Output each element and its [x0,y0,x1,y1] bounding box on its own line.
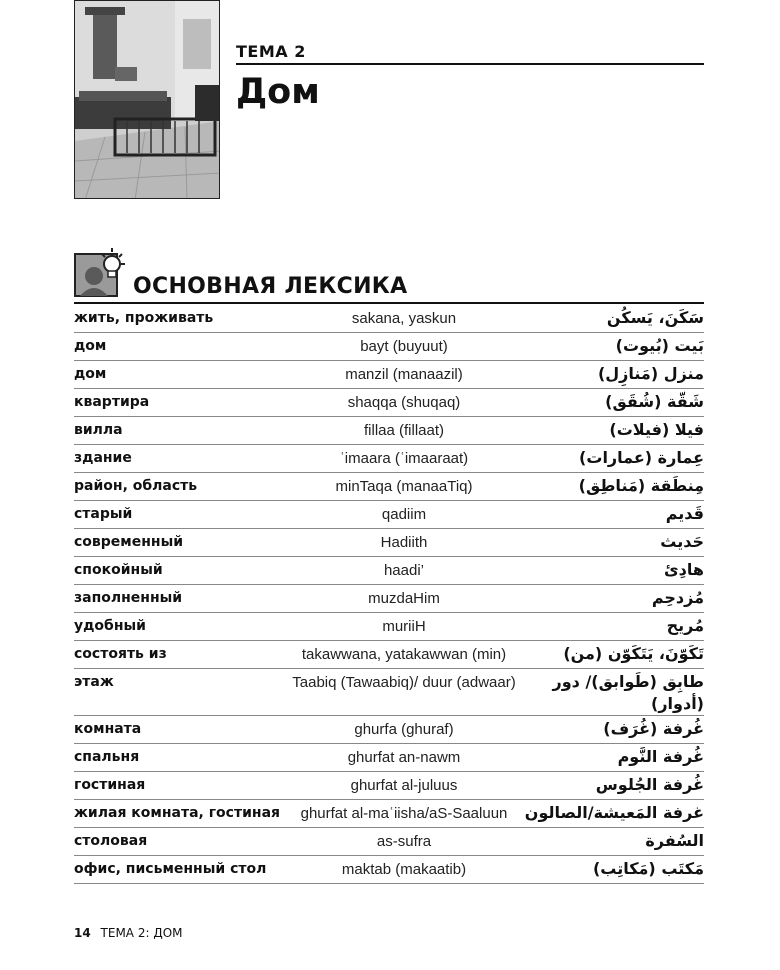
vocab-row [74,361,704,389]
arabic-term: حَديث [660,532,704,551]
transliteration: haadi’ [383,562,425,579]
russian-term: заполненный [74,590,183,606]
transliteration: as-sufra [376,833,432,850]
vocab-row [74,585,704,613]
vocab-row [74,716,704,744]
vocab-row [74,828,704,856]
arabic-term: عِمارة (عمارات) [579,448,704,467]
arabic-term: مَكتَب (مَكاتِب) [592,859,704,878]
transliteration: shaqqa (shuqaq) [347,394,461,411]
russian-term: офис, письменный стол [74,861,267,877]
arabic-term: فيلا (فيلات) [609,420,704,439]
russian-term: этаж [74,674,114,690]
vocabulary-table [74,305,704,884]
transliteration: takawwana, yatakawwan (min) [301,646,507,663]
page-footer [74,926,183,940]
vocab-row [74,641,704,669]
transliteration: ghurfat al-maʿiisha/aS-Saaluun [300,805,508,822]
vocab-row [74,557,704,585]
lightbulb-idea-icon [74,246,126,298]
russian-term: удобный [74,618,146,634]
section-title: ОСНОВНАЯ ЛЕКСИКА [133,274,408,299]
arabic-term: هادِئ [664,560,704,579]
arabic-term: مِنطَقة (مَناطِق) [578,476,704,495]
transliteration: qadiim [381,506,427,523]
russian-term: жить, проживать [74,310,214,326]
russian-term: здание [74,450,132,466]
room-photo-illustration [75,1,220,199]
transliteration: bayt (buyuut) [360,338,448,355]
transliteration: sakana, yaskun [351,310,457,327]
vocab-row [74,529,704,557]
russian-term: жилая комната, гостиная [74,805,281,821]
russian-term: комната [74,721,142,737]
transliteration: muzdaHim [368,590,440,607]
transliteration: ghurfat al-juluus [350,777,458,794]
russian-term: современный [74,534,184,550]
russian-term: спокойный [74,562,163,578]
page-number: 14 [74,926,91,940]
transliteration: muriiH [382,618,426,635]
vocab-row [74,501,704,529]
arabic-term: بَيت (بُيوت) [615,336,704,355]
transliteration: ghurfa (ghuraf) [354,721,454,738]
vocab-row [74,445,704,473]
russian-term: район, область [74,478,198,494]
arabic-term: منزل (مَنازِل) [597,364,704,383]
vocab-row [74,333,704,361]
russian-term: дом [74,338,107,354]
page-title: Дом [236,72,320,112]
arabic-term: شَقّة (شُقَق) [605,392,704,411]
transliteration: maktab (makaatib) [341,861,467,878]
header-divider [236,63,704,65]
russian-term: старый [74,506,133,522]
arabic-term: غُرفة النَّوم [617,747,704,766]
transliteration: Hadiith [380,534,428,551]
arabic-term: مُزدحِم [651,588,704,607]
arabic-term: طابِق (طَوابق)/ دور (أدوار) [552,672,704,713]
transliteration: ʿimaara (ʿimaaraat) [339,450,469,467]
arabic-term: قَديم [665,504,704,523]
russian-term: спальня [74,749,140,765]
arabic-term: غُرفة الجُلوس [595,775,704,794]
vocab-row [74,744,704,772]
transliteration: manzil (manaazil) [345,366,463,383]
russian-term: гостиная [74,777,146,793]
russian-term: вилла [74,422,123,438]
transliteration: Taabiq (Tawaabiq)/ duur (adwaar) [292,674,516,691]
vocab-row [74,669,704,716]
theme-label: ТЕМА 2 [236,42,306,61]
transliteration: ghurfat an-nawm [347,749,461,766]
vocab-row [74,389,704,417]
transliteration: fillaa (fillaat) [363,422,445,439]
russian-term: столовая [74,833,148,849]
arabic-term: تَكَوّنَ، يَتَكَوّن (من) [563,644,704,663]
vocab-row [74,856,704,884]
arabic-term: غُرفة (غُرَف) [603,719,704,738]
arabic-term: السُفرة [645,831,704,850]
russian-term: состоять из [74,646,167,662]
vocab-row [74,417,704,445]
vocab-row [74,772,704,800]
vocab-row [74,473,704,501]
vocab-row [74,800,704,828]
vocab-row [74,613,704,641]
section-divider [74,302,704,304]
russian-term: квартира [74,394,150,410]
russian-term: дом [74,366,107,382]
arabic-term: مُريح [666,616,704,635]
room-photo [74,0,220,199]
running-title: ТЕМА 2: ДОМ [100,926,183,940]
arabic-term: غرفة المَعيشة/الصالون [524,803,704,822]
arabic-term: سَكَنَ، يَسكُن [606,308,704,327]
transliteration: minTaqa (manaaTiq) [335,478,473,495]
vocab-row [74,305,704,333]
